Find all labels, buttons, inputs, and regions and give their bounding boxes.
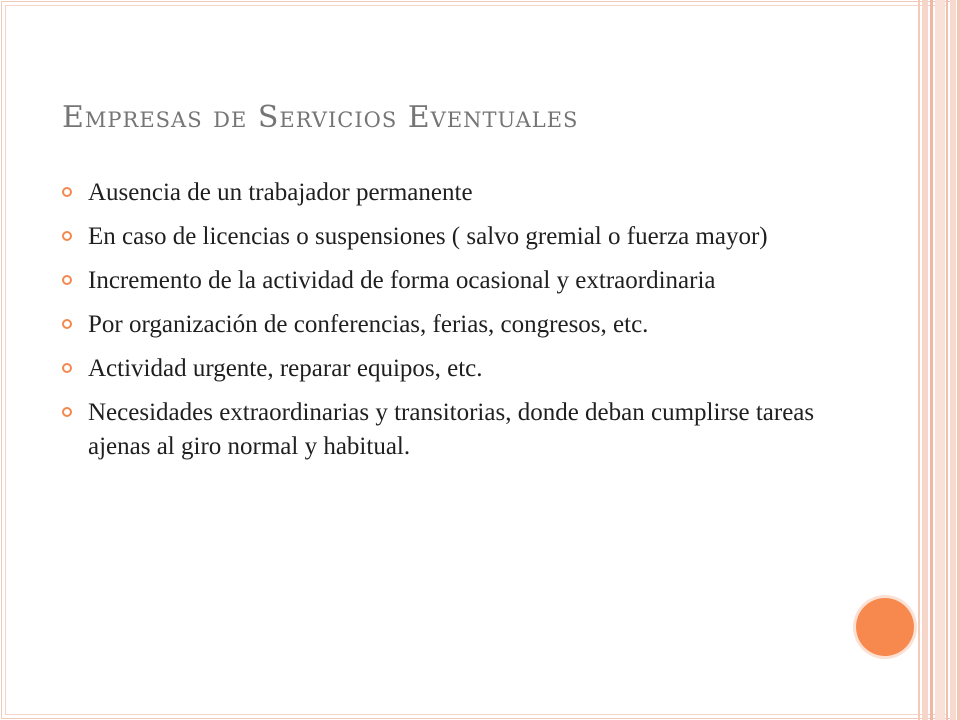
- circle-bullet-icon: [62, 407, 72, 417]
- circle-bullet-icon: [62, 319, 72, 329]
- circle-bullet-icon: [62, 363, 72, 373]
- bullet-text: Por organización de conferencias, ferias, congresos, etc.: [88, 311, 649, 338]
- decorative-stripe: [946, 0, 948, 720]
- bullet-item: [62, 264, 822, 298]
- bullet-text: Necesidades extraordinarias y transitorias, donde deban cumplirse tareas ajenas al giro normal y habitual.: [88, 399, 815, 460]
- bullet-text: Incremento de la actividad de forma ocasional y extraordinaria: [88, 267, 716, 294]
- bullet-text: En caso de licencias o suspensiones ( salvo gremial o fuerza mayor): [88, 223, 768, 250]
- decorative-stripe: [918, 0, 920, 720]
- bullet-list: [62, 176, 822, 474]
- orange-circle-icon: [856, 598, 914, 656]
- circle-bullet-icon: [62, 275, 72, 285]
- bullet-item: [62, 308, 822, 342]
- bullet-text: Ausencia de un trabajador permanente: [88, 179, 473, 206]
- decorative-stripe: [950, 0, 956, 720]
- bullet-item: [62, 176, 822, 210]
- decorative-stripe: [935, 0, 945, 720]
- circle-bullet-icon: [62, 187, 72, 197]
- bullet-item: [62, 352, 822, 386]
- bullet-text: Actividad urgente, reparar equipos, etc.: [88, 355, 483, 382]
- bullet-item: [62, 396, 822, 464]
- decorative-stripe: [930, 0, 933, 720]
- decorative-stripe: [922, 0, 928, 720]
- bullet-item: [62, 220, 822, 254]
- slide-title: Empresas de Servicios Eventuales: [62, 100, 579, 135]
- circle-bullet-icon: [62, 231, 72, 241]
